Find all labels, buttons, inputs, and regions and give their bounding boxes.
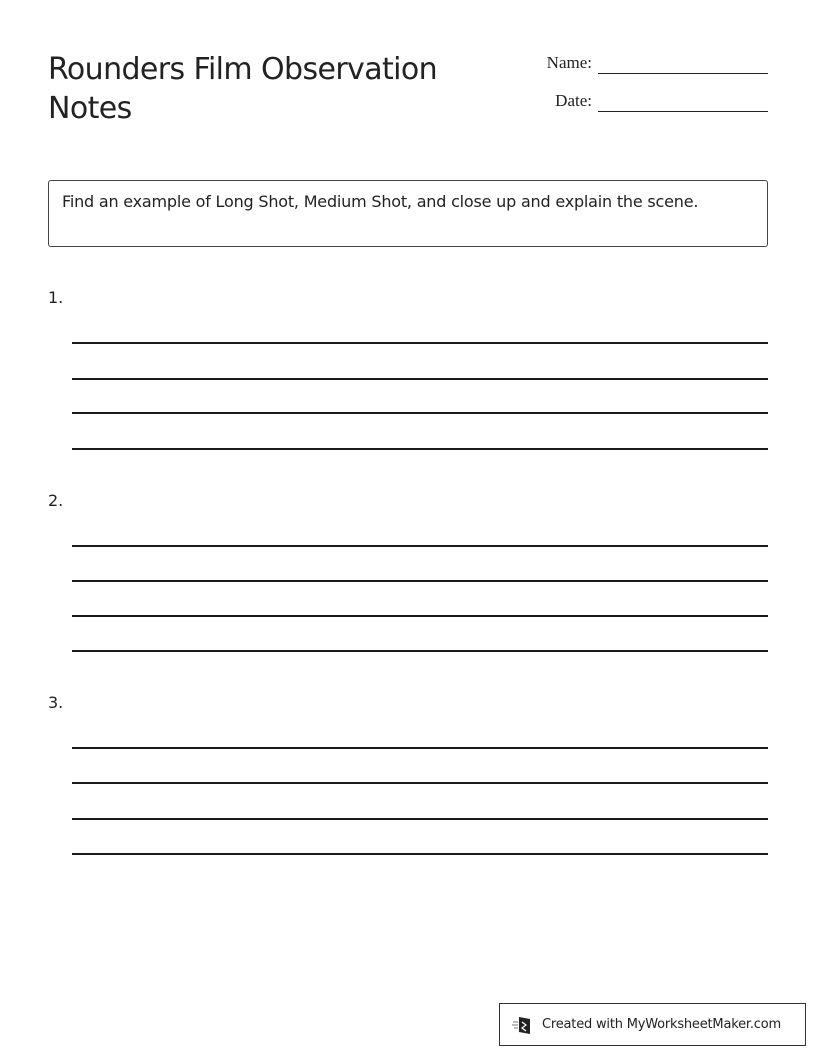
footer-badge[interactable] [499,1003,806,1046]
date-field [520,91,770,115]
answer-line [72,342,768,344]
date-write-line [598,111,768,112]
answer-line [72,650,768,652]
answer-line [72,412,768,414]
answer-line [72,747,768,749]
instructions-box: Find an example of Long Shot, Medium Shot, and close up and explain the scene. [48,180,768,247]
answer-line [72,378,768,380]
answer-line [72,853,768,855]
answer-line [72,448,768,450]
answer-line [72,615,768,617]
question-number: 1. [48,288,64,307]
answer-line [72,545,768,547]
name-write-line [598,73,768,74]
answer-line [72,818,768,820]
name-field [520,53,770,77]
answer-line [72,580,768,582]
question-number: 2. [48,491,64,510]
worksheet-logo-icon [512,1015,534,1035]
name-label: Name: [546,53,592,72]
page-title: Rounders Film Observation Notes [48,52,438,126]
answer-line [72,782,768,784]
date-label: Date: [555,91,592,110]
question-number: 3. [48,693,64,712]
footer-text: Created with MyWorksheetMaker.com [542,1017,781,1032]
